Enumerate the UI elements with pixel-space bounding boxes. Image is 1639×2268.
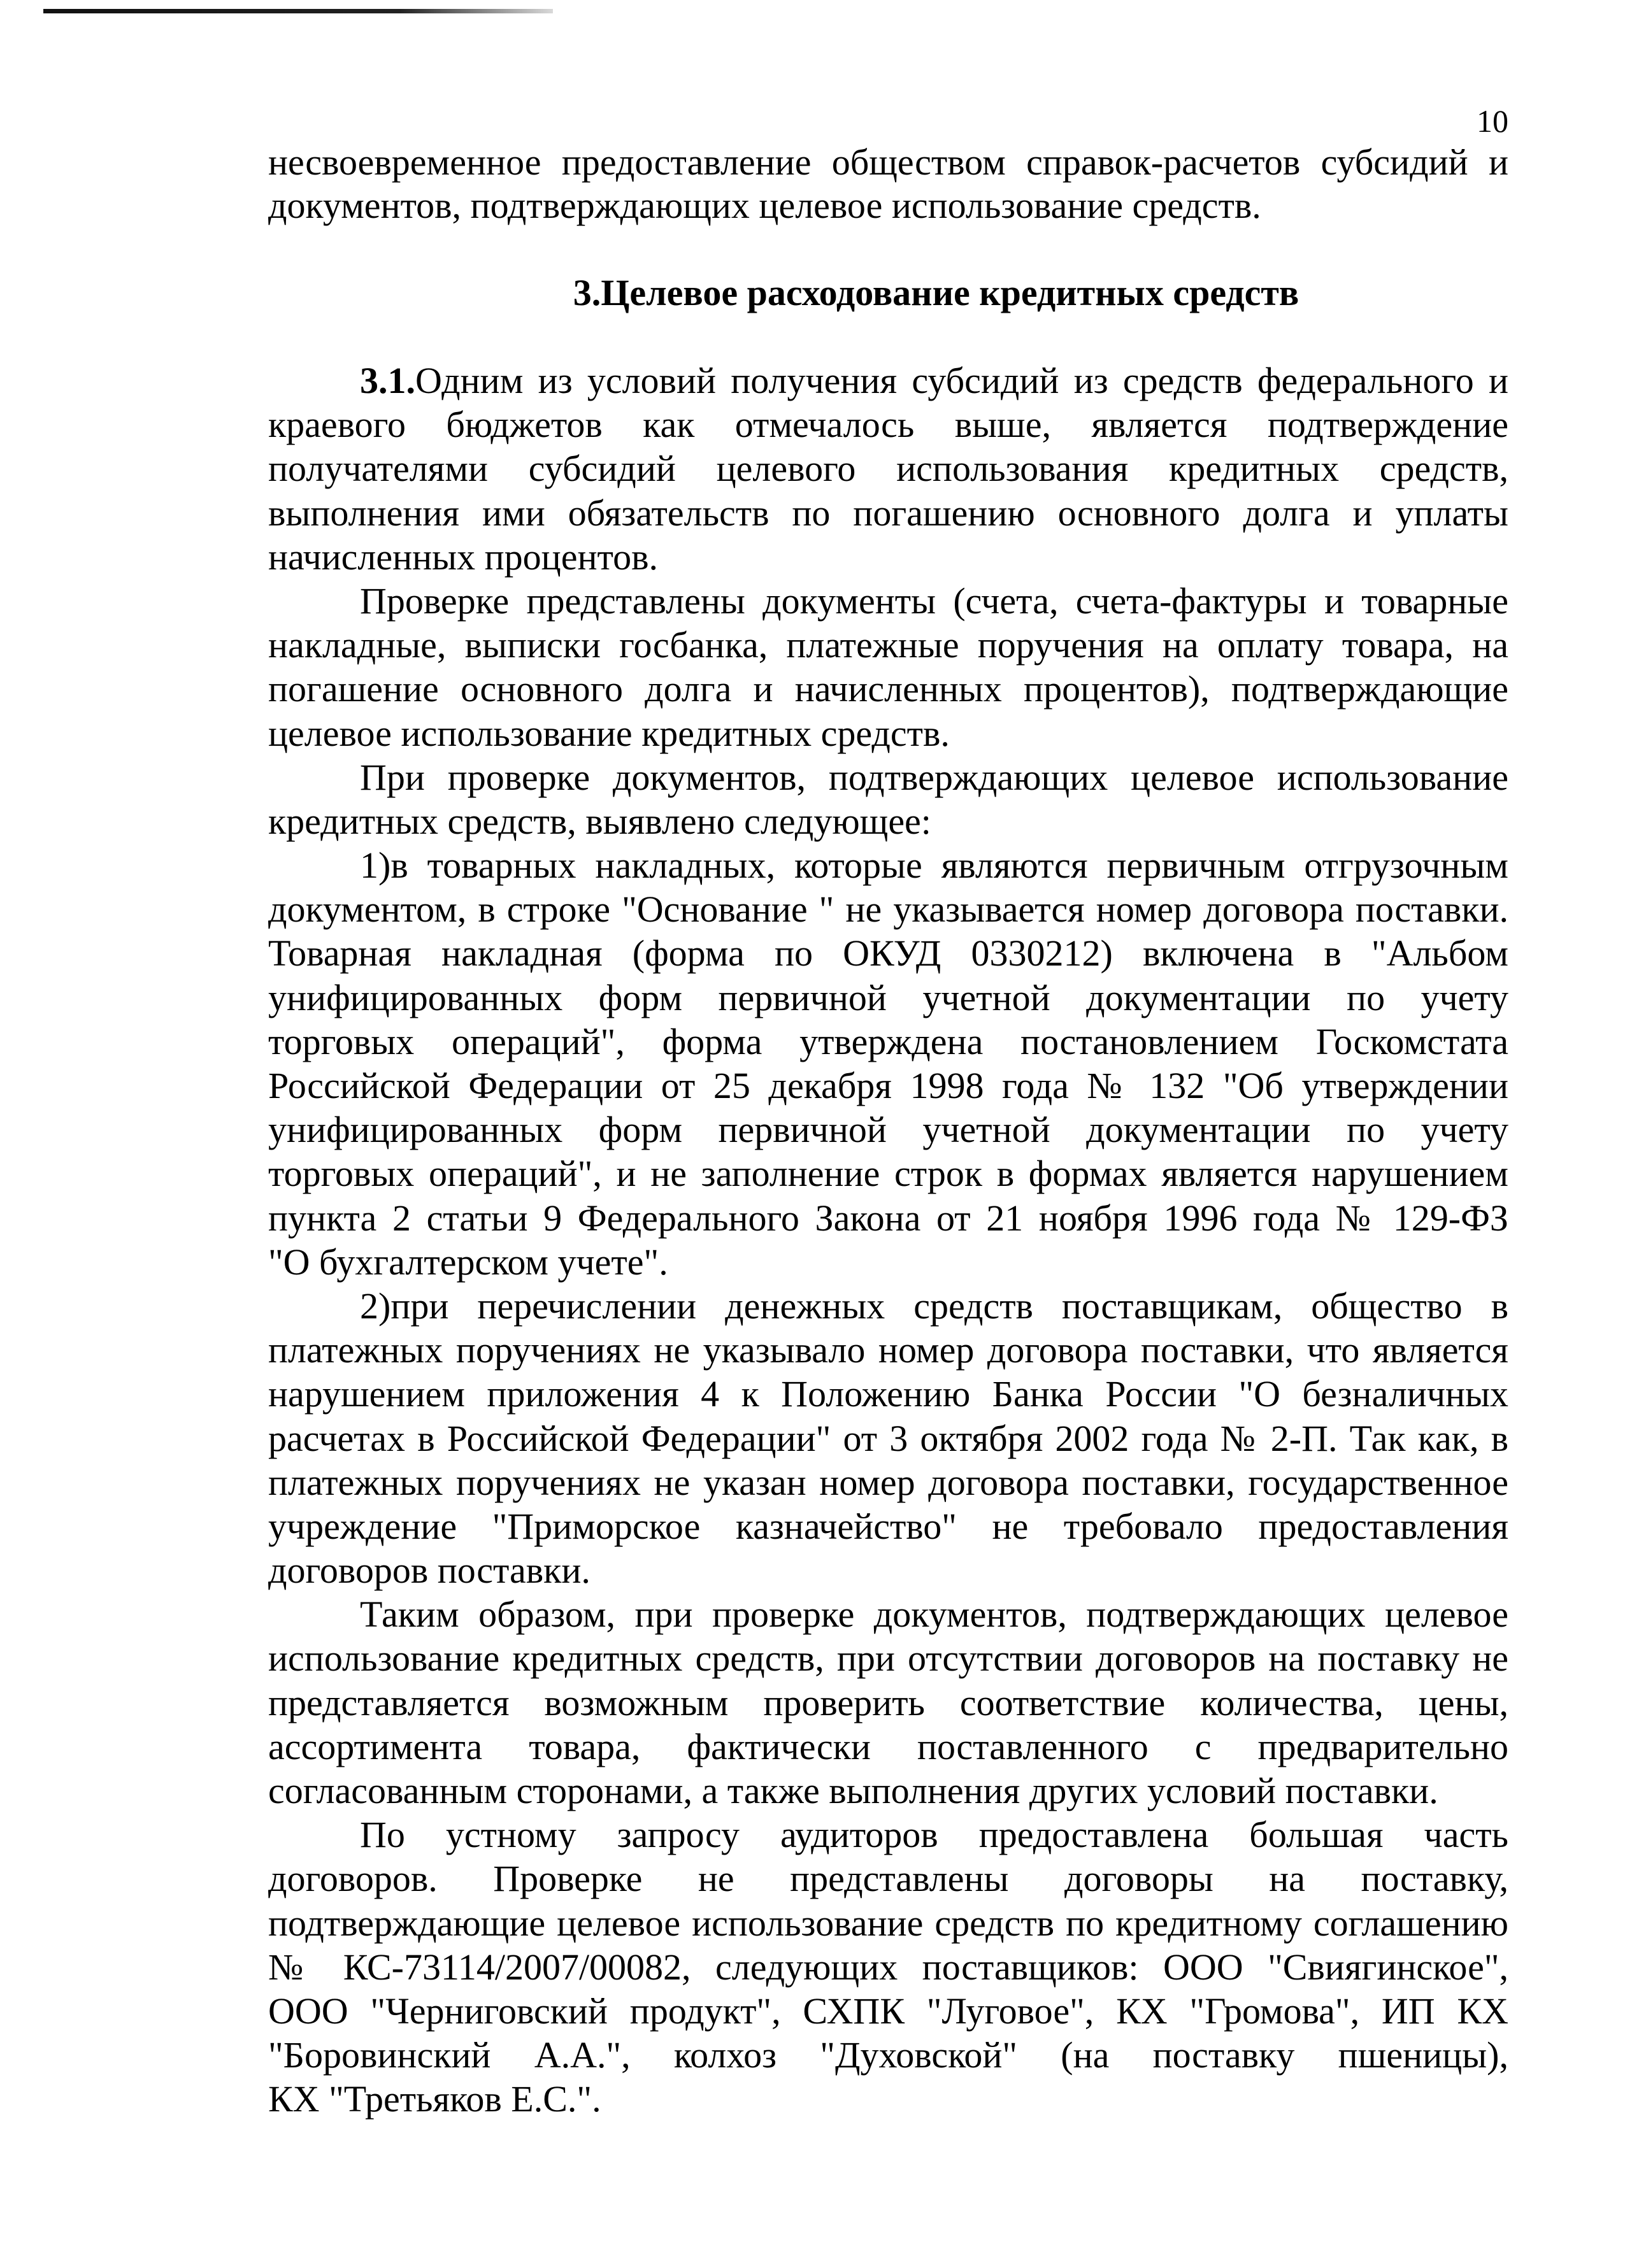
paragraph [268, 1592, 1508, 1813]
text-line: кредитных средств, выявлено следующее: [268, 800, 931, 842]
text-line: нарушением приложения 4 к Положению Банка России "О безналичных [268, 1373, 1508, 1415]
text-line: расчетах в Российской Федерации" от 3 октября 2002 года № 2-П. Так как, в [268, 1417, 1508, 1459]
text-line [268, 359, 1508, 403]
text-line: подтверждающие целевое использование средств по кредитному соглашению [268, 1902, 1508, 1944]
page-number: 10 [1477, 103, 1508, 139]
text-line: выполнения ими обязательств по погашению основного долга и уплаты [268, 492, 1508, 534]
text-line: договоров поставки. [268, 1550, 590, 1592]
scan-edge-line [43, 9, 553, 13]
paragraph [268, 1813, 1508, 2121]
text-line: накладные, выписки госбанка, платежные поручения на оплату товара, на [268, 624, 1508, 666]
text-line: "Боровинский А.А.", колхоз "Духовской" (на поставку пшеницы), [268, 2034, 1508, 2076]
section-heading: 3.Целевое расходование кредитных средств [573, 272, 1299, 313]
text-line: использование кредитных средств, при отсутствии договоров на поставку не [268, 1637, 1508, 1680]
text-line: краевого бюджетов как отмечалось выше, является подтверждение [268, 404, 1508, 446]
paragraph [268, 579, 1508, 755]
text-line: пункта 2 статьи 9 Федерального Закона от 21 ноября 1996 года № 129-ФЗ [268, 1197, 1508, 1239]
text-line: КХ "Третьяков Е.С.". [268, 2078, 601, 2120]
text-line: получателями субсидий целевого использования кредитных средств, [268, 448, 1508, 490]
text-line: Таким образом, при проверке документов, подтверждающих целевое [360, 1594, 1508, 1636]
text-line: Товарная накладная (форма по ОКУД 0330212) включена в "Альбом [268, 932, 1508, 974]
text-line: платежных поручениях не указан номер договора поставки, государственное [268, 1461, 1508, 1503]
text-line: № КС-73114/2007/00082, следующих поставщиков: ООО "Свиягинское", [268, 1946, 1508, 1988]
text-line: целевое использование кредитных средств. [268, 712, 950, 754]
paragraph [268, 843, 1508, 1284]
text-line: документов, подтверждающих целевое использование средств. [268, 185, 1261, 226]
text-line: "О бухгалтерском учете". [268, 1241, 668, 1283]
text-line: Проверке представлены документы (счета, счета-фактуры и товарные [360, 580, 1508, 622]
text-line: платежных поручениях не указывало номер договора поставки, что является [268, 1329, 1508, 1371]
paragraph [268, 755, 1508, 843]
paragraph [268, 359, 1508, 579]
text-line: представляется возможным проверить соответствие количества, цены, [268, 1681, 1508, 1723]
text-line: унифицированных форм первичной учетной документации по учету [268, 1109, 1508, 1151]
text-line: торговых операций", форма утверждена постановлением Госкомстата [268, 1020, 1508, 1062]
paragraph [268, 1284, 1508, 1592]
text-line: согласованным сторонами, а также выполнения других условий поставки. [268, 1770, 1438, 1811]
text-line: По устному запросу аудиторов предоставлена большая часть [360, 1814, 1508, 1856]
text-line: унифицированных форм первичной учетной документации по учету [268, 976, 1508, 1018]
section-body [268, 359, 1508, 2122]
text-line: начисленных процентов. [268, 536, 658, 578]
text-line: Российской Федерации от 25 декабря 1998 года № 132 "Об утверждении [268, 1065, 1508, 1106]
text-line: договоров. Проверке не представлены договоры на поставку, [268, 1858, 1508, 1900]
text-line: торговых операций", и не заполнение строк в формах является нарушением [268, 1153, 1508, 1195]
text-line: погашение основного долга и начисленных процентов), подтверждающие [268, 668, 1508, 710]
text-line: При проверке документов, подтверждающих целевое использование [360, 756, 1508, 798]
text-line: несвоевременное предоставление обществом справок-расчетов субсидий и [268, 141, 1508, 183]
text-line: 1)в товарных накладных, которые являются первичным отгрузочным [360, 845, 1508, 887]
intro-paragraph [268, 141, 1508, 227]
text-line: 2)при перечислении денежных средств поставщикам, общество в [360, 1285, 1508, 1327]
text-span: Одним из условий получения субсидий из средств федерального и [415, 360, 1508, 401]
text-line: ООО "Черниговский продукт", СХПК "Луговое", КХ "Громова", ИП КХ [268, 1990, 1508, 2032]
text-line: учреждение "Приморское казначейство" не требовало предоставления [268, 1505, 1508, 1547]
text-line: документом, в строке "Основание " не указывается номер договора поставки. [268, 888, 1508, 931]
section-number: 3.1. [360, 360, 415, 401]
text-line: ассортимента товара, фактически поставленного с предварительно [268, 1725, 1508, 1767]
